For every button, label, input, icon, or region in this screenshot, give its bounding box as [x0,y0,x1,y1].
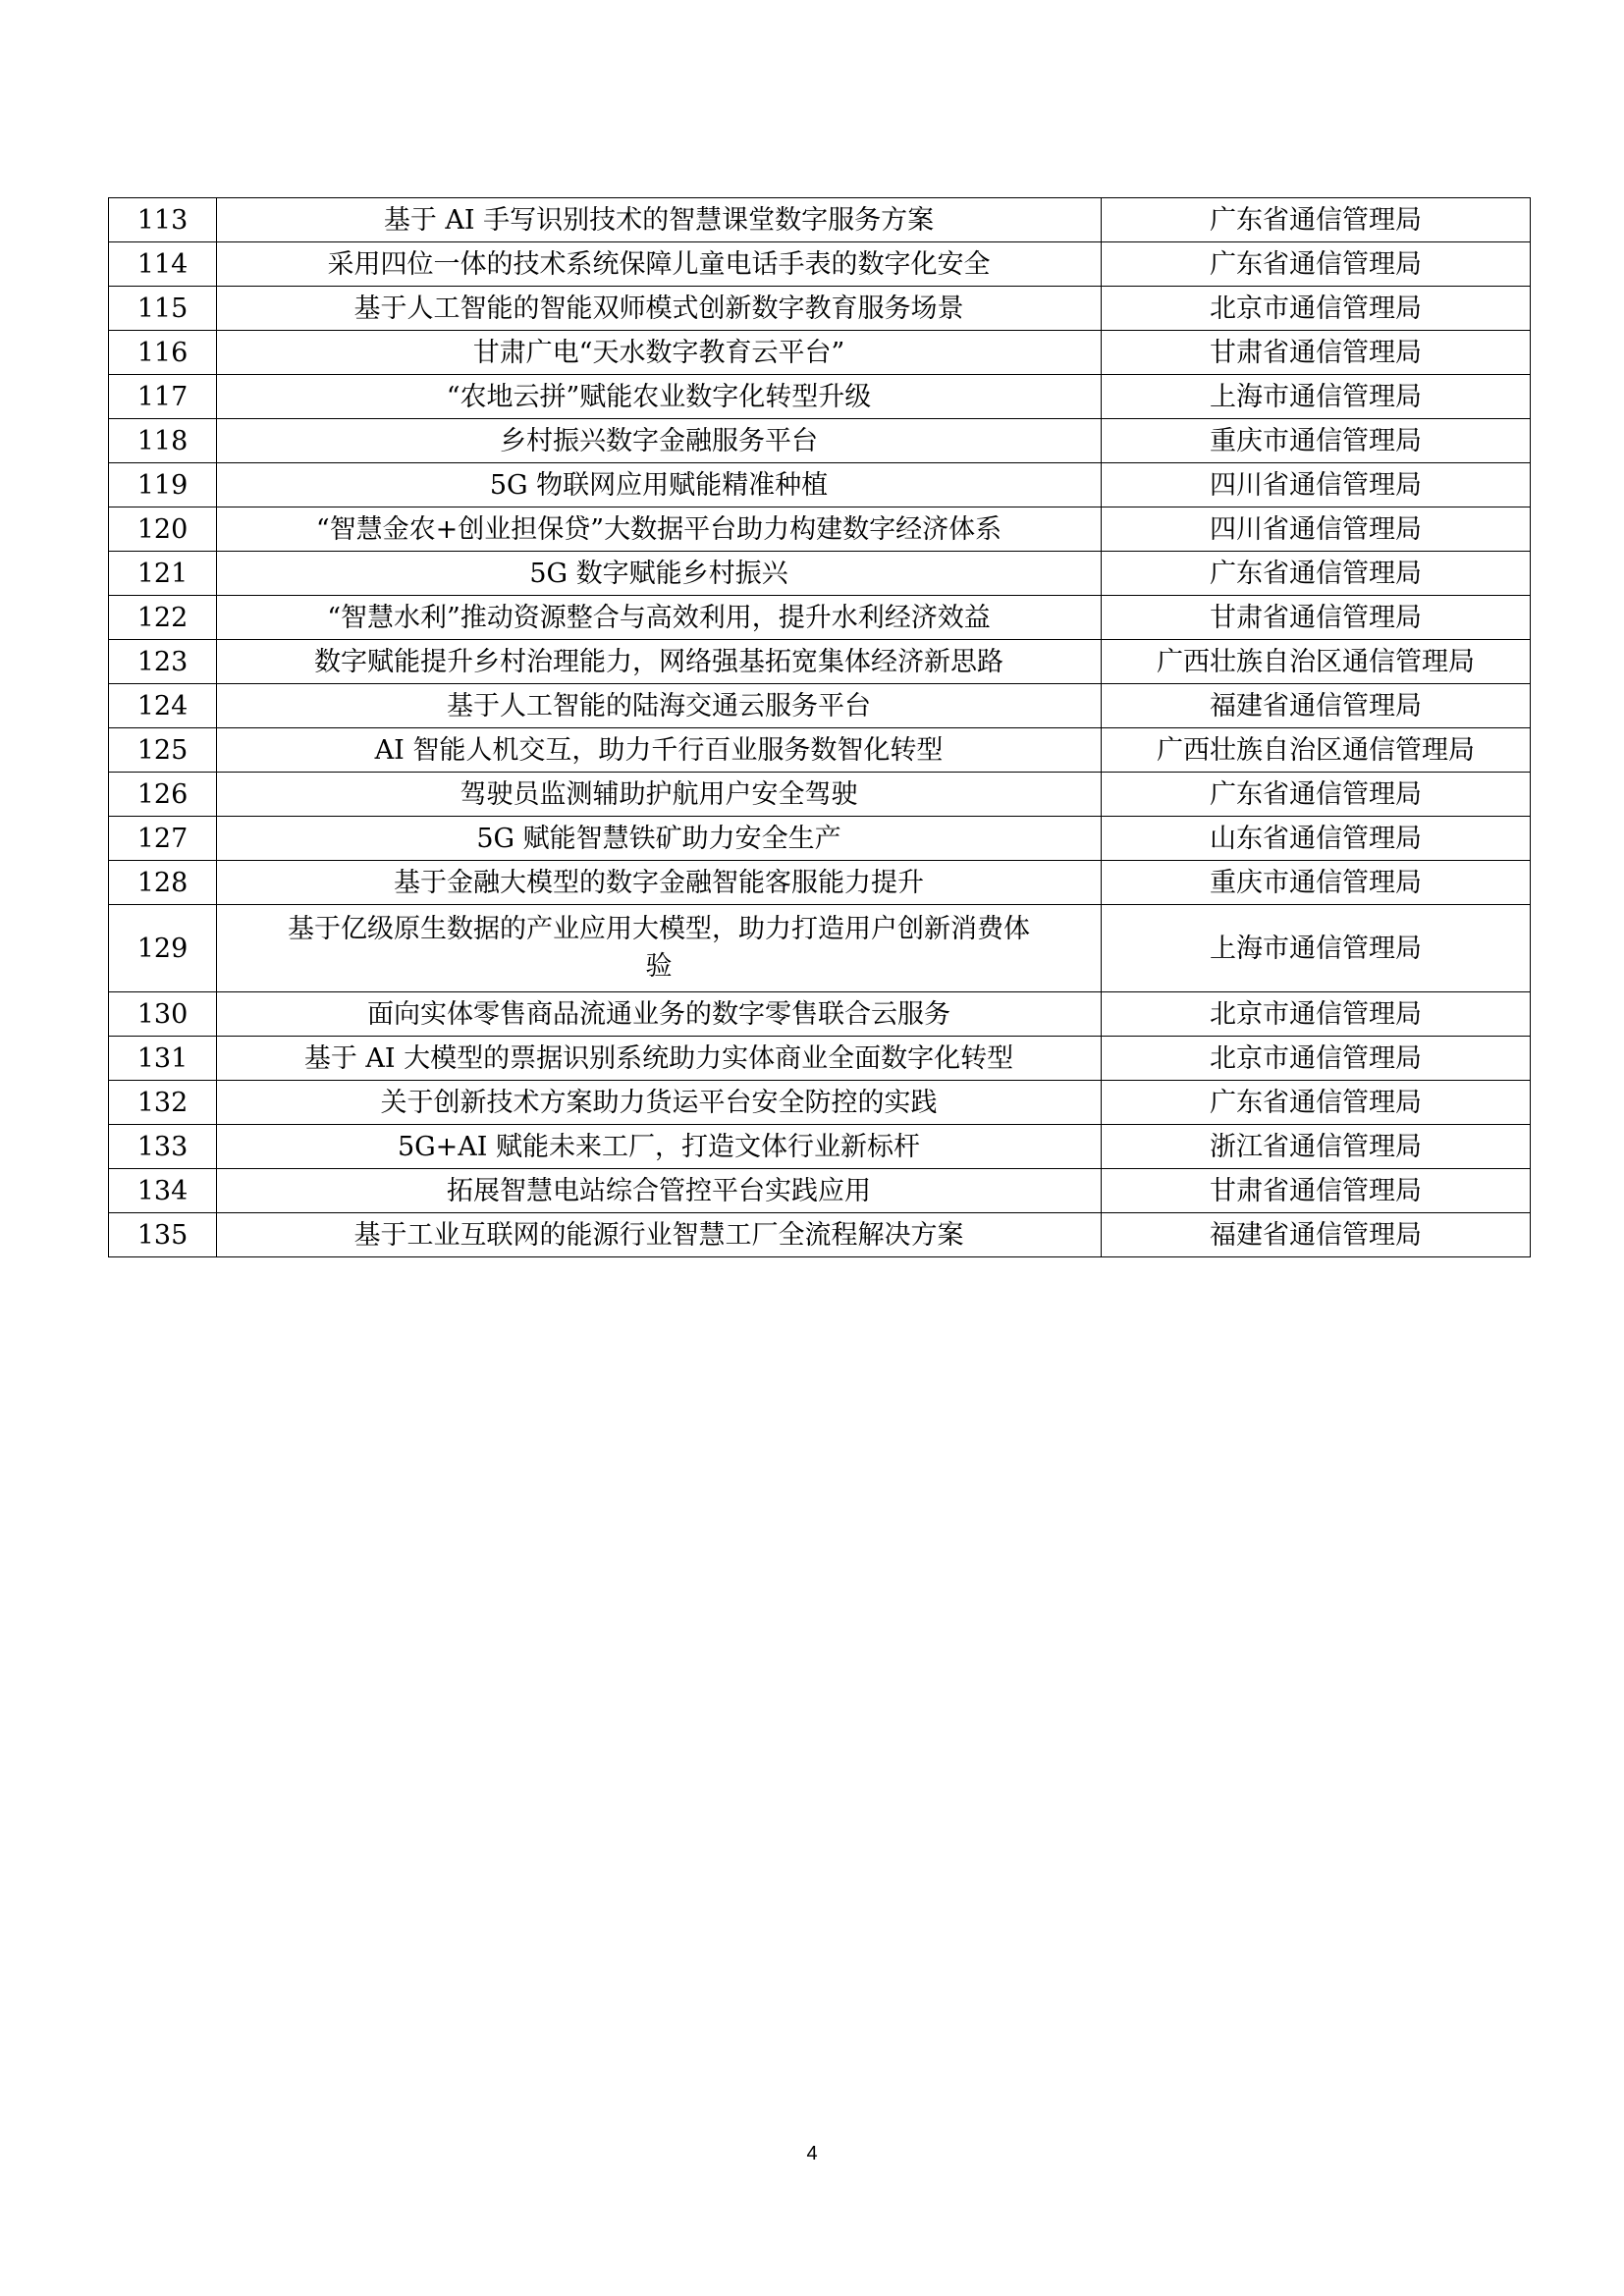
row-number-cell: 127 [109,817,217,861]
row-number-cell: 116 [109,331,217,375]
organization-cell: 广东省通信管理局 [1102,1081,1531,1125]
table-row [109,242,1531,287]
project-title-cell: 甘肃广电“天水数字教育云平台” [217,331,1102,375]
organization-cell: 广东省通信管理局 [1102,242,1531,287]
project-title-cell: 基于金融大模型的数字金融智能客服能力提升 [217,861,1102,905]
organization-cell: 广东省通信管理局 [1102,198,1531,242]
project-title-cell: “农地云拼”赋能农业数字化转型升级 [217,375,1102,419]
row-number-cell: 125 [109,728,217,773]
table-row [109,1169,1531,1213]
project-title-cell: “智慧金农+创业担保贷”大数据平台助力构建数字经济体系 [217,507,1102,552]
table-row [109,640,1531,684]
project-title-cell: AI 智能人机交互，助力千行百业服务数智化转型 [217,728,1102,773]
project-title-cell: 5G+AI 赋能未来工厂，打造文体行业新标杆 [217,1125,1102,1169]
table-row [109,684,1531,728]
project-title-cell: 乡村振兴数字金融服务平台 [217,419,1102,463]
project-title-cell: 数字赋能提升乡村治理能力，网络强基拓宽集体经济新思路 [217,640,1102,684]
row-number-cell: 114 [109,242,217,287]
organization-cell: 甘肃省通信管理局 [1102,1169,1531,1213]
organization-cell: 重庆市通信管理局 [1102,861,1531,905]
table-row [109,905,1531,992]
organization-cell: 甘肃省通信管理局 [1102,331,1531,375]
organization-cell: 北京市通信管理局 [1102,287,1531,331]
project-title-cell: 驾驶员监测辅助护航用户安全驾驶 [217,773,1102,817]
row-number-cell: 119 [109,463,217,507]
table-row [109,419,1531,463]
table-row [109,331,1531,375]
table-row [109,861,1531,905]
table-row [109,817,1531,861]
project-title-cell: 面向实体零售商品流通业务的数字零售联合云服务 [217,992,1102,1037]
project-title-cell: 拓展智慧电站综合管控平台实践应用 [217,1169,1102,1213]
table-row [109,287,1531,331]
organization-cell: 广东省通信管理局 [1102,773,1531,817]
table-row [109,1081,1531,1125]
table-row [109,1213,1531,1257]
table-row [109,1125,1531,1169]
table-row [109,992,1531,1037]
table-row [109,198,1531,242]
table-row [109,463,1531,507]
row-number-cell: 121 [109,552,217,596]
organization-cell: 福建省通信管理局 [1102,684,1531,728]
row-number-cell: 129 [109,905,217,992]
project-title-cell: 基于 AI 大模型的票据识别系统助力实体商业全面数字化转型 [217,1037,1102,1081]
row-number-cell: 113 [109,198,217,242]
organization-cell: 广西壮族自治区通信管理局 [1102,640,1531,684]
organization-cell: 上海市通信管理局 [1102,375,1531,419]
row-number-cell: 126 [109,773,217,817]
project-title-cell: 基于亿级原生数据的产业应用大模型，助力打造用户创新消费体验 [217,905,1102,992]
project-title-cell: 基于 AI 手写识别技术的智慧课堂数字服务方案 [217,198,1102,242]
organization-cell: 甘肃省通信管理局 [1102,596,1531,640]
table-row [109,552,1531,596]
table-row [109,596,1531,640]
organization-cell: 重庆市通信管理局 [1102,419,1531,463]
table-row [109,773,1531,817]
organization-cell: 广东省通信管理局 [1102,552,1531,596]
project-title-cell: 基于人工智能的陆海交通云服务平台 [217,684,1102,728]
table-row [109,375,1531,419]
row-number-cell: 128 [109,861,217,905]
page-number: 4 [806,2143,818,2164]
row-number-cell: 135 [109,1213,217,1257]
row-number-cell: 134 [109,1169,217,1213]
project-list-table [108,197,1531,1257]
organization-cell: 山东省通信管理局 [1102,817,1531,861]
organization-cell: 四川省通信管理局 [1102,507,1531,552]
project-title-cell: 关于创新技术方案助力货运平台安全防控的实践 [217,1081,1102,1125]
project-title-cell: 基于工业互联网的能源行业智慧工厂全流程解决方案 [217,1213,1102,1257]
project-title-cell: 采用四位一体的技术系统保障儿童电话手表的数字化安全 [217,242,1102,287]
table-row [109,728,1531,773]
row-number-cell: 122 [109,596,217,640]
project-title-cell: “智慧水利”推动资源整合与高效利用，提升水利经济效益 [217,596,1102,640]
row-number-cell: 130 [109,992,217,1037]
table-row [109,1037,1531,1081]
table-row [109,507,1531,552]
project-title-cell: 5G 赋能智慧铁矿助力安全生产 [217,817,1102,861]
row-number-cell: 117 [109,375,217,419]
row-number-cell: 118 [109,419,217,463]
row-number-cell: 132 [109,1081,217,1125]
row-number-cell: 133 [109,1125,217,1169]
row-number-cell: 124 [109,684,217,728]
organization-cell: 福建省通信管理局 [1102,1213,1531,1257]
organization-cell: 北京市通信管理局 [1102,992,1531,1037]
organization-cell: 浙江省通信管理局 [1102,1125,1531,1169]
row-number-cell: 115 [109,287,217,331]
row-number-cell: 120 [109,507,217,552]
project-title-cell: 5G 数字赋能乡村振兴 [217,552,1102,596]
project-title-cell: 基于人工智能的智能双师模式创新数字教育服务场景 [217,287,1102,331]
organization-cell: 四川省通信管理局 [1102,463,1531,507]
row-number-cell: 123 [109,640,217,684]
row-number-cell: 131 [109,1037,217,1081]
table-body [109,198,1531,1257]
organization-cell: 广西壮族自治区通信管理局 [1102,728,1531,773]
organization-cell: 北京市通信管理局 [1102,1037,1531,1081]
project-title-cell: 5G 物联网应用赋能精准种植 [217,463,1102,507]
organization-cell: 上海市通信管理局 [1102,905,1531,992]
